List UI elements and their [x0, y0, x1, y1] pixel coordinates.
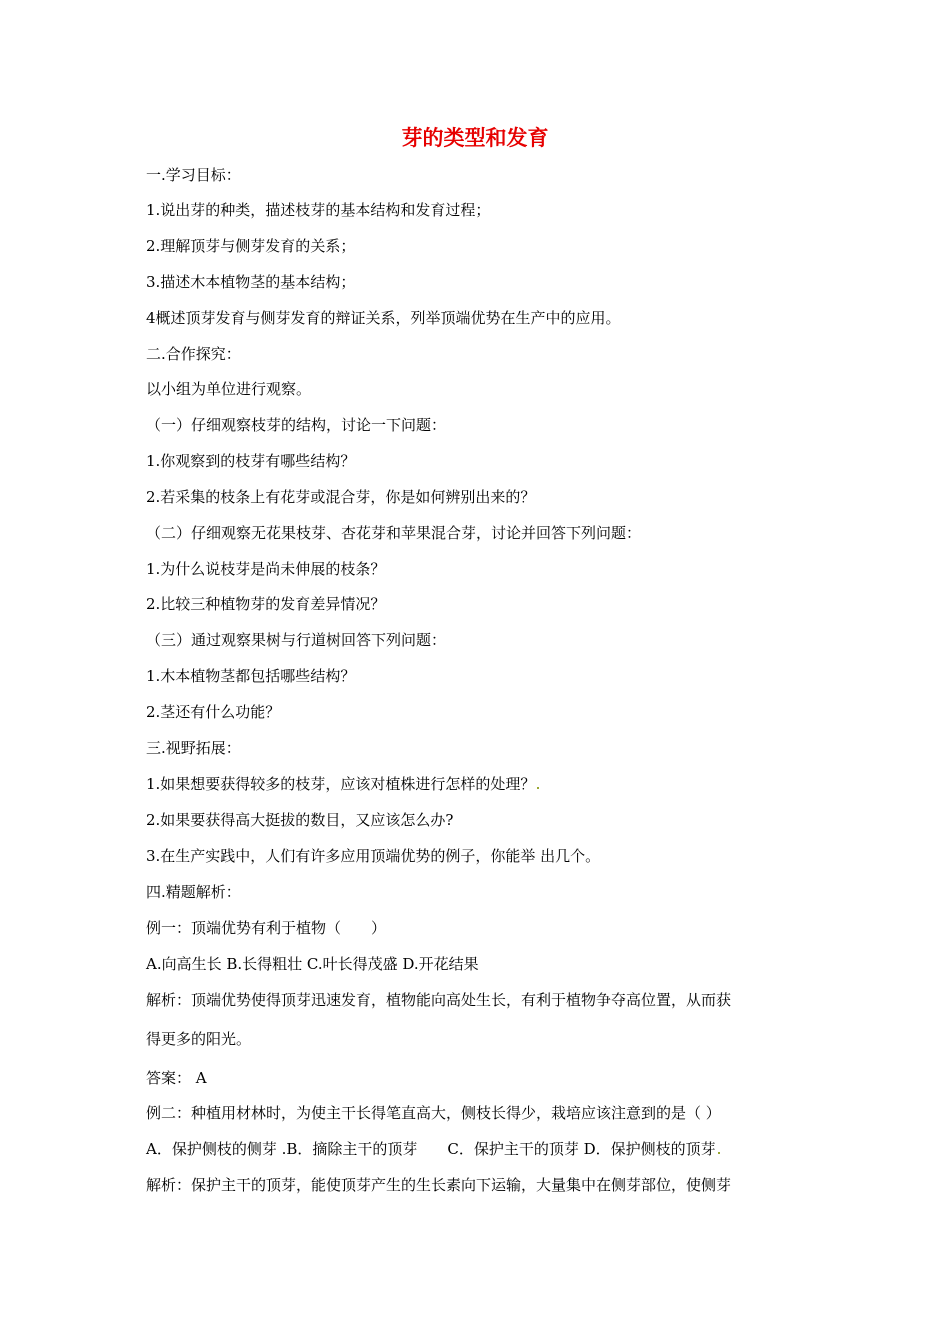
text-line-with-mark — [146, 774, 820, 794]
text-line: 2.茎还有什么功能？ — [146, 703, 281, 721]
text-line: （二）仔细观察无花果枝芽、杏花芽和苹果混合芽，讨论并回答下列问题： — [146, 524, 642, 542]
example-two-question: 例二：种植用材林时，为使主干长得笔直高大，侧枝长得少，栽培应该注意到的是（ ） — [146, 1104, 721, 1122]
mark-dot — [718, 1152, 720, 1154]
document-title: 芽的类型和发育 — [401, 126, 549, 150]
example-two-options: A．保护侧枝的侧芽 .B．摘除主干的顶芽 C．保护主干的顶芽 D．保护侧枝的顶芽 — [146, 1140, 716, 1158]
section-heading-extension: 三.视野拓展： — [146, 739, 241, 757]
section-heading-inquiry: 二.合作探究： — [146, 345, 241, 363]
example-two-explanation: 解析：保护主干的顶芽，能使顶芽产生的生长素向下运输，大量集中在侧芽部位，使侧芽 — [146, 1176, 732, 1194]
text-line: （一）仔细观察枝芽的结构，讨论一下问题： — [146, 416, 447, 434]
text-line: 以小组为单位进行观察。 — [146, 380, 312, 398]
example-one-answer: 答案： A — [146, 1069, 207, 1087]
text-line: 3.在生产实践中，人们有许多应用顶端优势的例子，你能举 出几个。 — [146, 847, 601, 865]
text-line: 1.如果想要获得较多的枝芽，应该对植株进行怎样的处理？ — [146, 775, 536, 793]
example-one-question: 例一：顶端优势有利于植物（ ） — [146, 919, 387, 937]
text-line: 1.木本植物茎都包括哪些结构？ — [146, 667, 356, 685]
example-one-options: A.向高生长 B.长得粗壮 C.叶长得茂盛 D.开花结果 — [146, 955, 479, 973]
example-one-explanation: 解析：顶端优势使得顶芽迅速发育，植物能向高处生长，有利于植物争夺高位置，从而获 — [146, 991, 732, 1009]
text-line: 1.你观察到的枝芽有哪些结构？ — [146, 452, 356, 470]
section-heading-objectives: 一.学习目标： — [146, 166, 241, 184]
text-line: （三）通过观察果树与行道树回答下列问题： — [146, 631, 447, 649]
example-two-options-line — [146, 1139, 820, 1159]
text-line: 3.描述木本植物茎的基本结构； — [146, 273, 356, 291]
text-line: 2.若采集的枝条上有花芽或混合芽，你是如何辨别出来的？ — [146, 488, 536, 506]
text-line: 2.如果要获得高大挺拔的数目，又应该怎么办? — [146, 811, 454, 829]
text-line: 2.比较三种植物芽的发育差异情况？ — [146, 595, 386, 613]
text-line: 1.说出芽的种类，描述枝芽的基本结构和发育过程； — [146, 201, 491, 219]
text-line: 4概述顶芽发育与侧芽发育的辩证关系，列举顶端优势在生产中的应用。 — [146, 309, 621, 327]
text-line: 1.为什么说枝芽是尚未伸展的枝条？ — [146, 560, 386, 578]
example-one-explanation-cont: 得更多的阳光。 — [146, 1030, 252, 1048]
section-heading-analysis: 四.精题解析： — [146, 883, 241, 901]
mark-dot — [537, 787, 539, 789]
text-line: 2.理解顶芽与侧芽发育的关系； — [146, 237, 356, 255]
